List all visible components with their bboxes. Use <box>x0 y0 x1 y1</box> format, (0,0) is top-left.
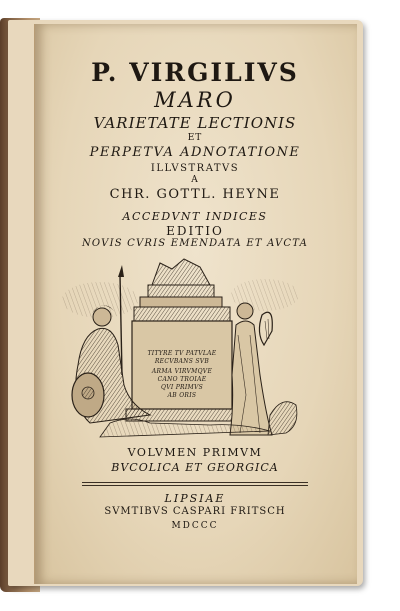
monument-inscription-line2: RECVBANS SVB <box>154 358 210 365</box>
subtitle-line3: ILLVSTRATVS <box>150 163 240 174</box>
novis-curis-line: NOVIS CVRIS EMENDATA ET AVCTA <box>81 238 309 249</box>
place-line: LIPSIAE <box>164 492 226 505</box>
volume-line: VOLVMEN PRIMVM <box>127 446 263 459</box>
accedunt-line: ACCEDVNT INDICES <box>122 210 268 223</box>
divider-rule-thin <box>82 485 308 486</box>
year-line: MDCCC <box>171 521 219 531</box>
monument-inscription-line4: CANO TROIAE <box>157 376 207 383</box>
conjunction-a: A <box>191 175 199 185</box>
monument-inscription-line6: AB ORIS <box>167 392 197 399</box>
monument-inscription-line5: QVI PRIMVS <box>160 384 204 391</box>
monument-inscription-line1: TITYRE TV PATVLAE <box>147 350 217 357</box>
conjunction-et: ET <box>187 133 203 143</box>
monument-inscription-line3: ARMA VIRVMQVE <box>151 368 213 375</box>
editio-line: EDITIO <box>166 224 224 238</box>
editor-name: CHR. GOTTL. HEYNE <box>109 187 281 202</box>
author-name-line2: MARO <box>154 88 236 112</box>
publisher-line: SVMTIBVS CASPARI FRITSCH <box>104 506 286 517</box>
vignette-illustration <box>60 255 300 443</box>
subtitle-line1: VARIETATE LECTIONIS <box>93 114 297 132</box>
engraved-vignette <box>60 255 300 443</box>
contents-line: BVCOLICA ET GEORGICA <box>111 461 279 474</box>
divider-rule-thick <box>82 482 308 483</box>
author-name-line1: P. VIRGILIVS <box>91 58 299 87</box>
subtitle-line2: PERPETVA ADNOTATIONE <box>89 145 301 160</box>
